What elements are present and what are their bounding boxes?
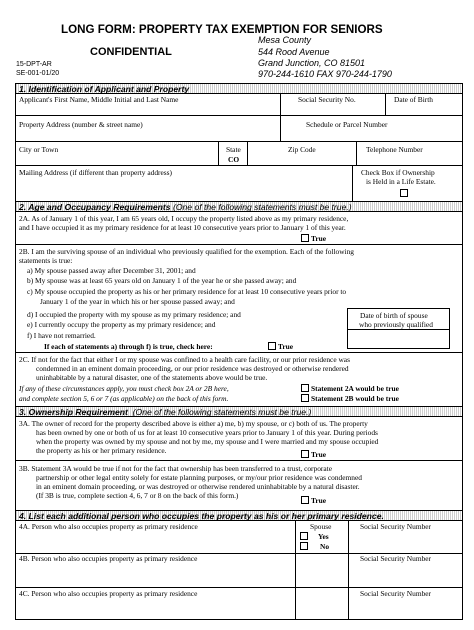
section-2-title: 2. Age and Occupancy Requirements bbox=[19, 202, 171, 212]
statement-2b-d: d) I occupied the property with my spouse as my primary residence; and bbox=[27, 310, 241, 319]
property-address-label: Property Address (number & street name) bbox=[19, 120, 143, 129]
telephone-label: Telephone Number bbox=[366, 145, 423, 154]
life-estate-checkbox[interactable] bbox=[400, 189, 408, 197]
ssn-label: Social Security No. bbox=[298, 95, 356, 104]
divider bbox=[352, 165, 353, 201]
person-4a-yes-label: Yes bbox=[318, 532, 329, 541]
spouse-dob-label-line1: Date of birth of spouse bbox=[360, 311, 428, 320]
section-2-subtitle: (One of the following statements must be true.) bbox=[172, 202, 352, 212]
mailing-address-field[interactable] bbox=[16, 178, 351, 200]
person-4a-ssn-label: Social Security Number bbox=[360, 522, 432, 531]
statement-2c-line4: If any of these circumstances apply, you must check box 2A or 2B here, bbox=[19, 384, 229, 393]
section-3-subtitle: (One of the following statements must be true.) bbox=[132, 407, 312, 417]
schedule-number-field[interactable] bbox=[281, 129, 462, 140]
section-3-heading bbox=[15, 406, 463, 417]
section-4-title: 4. List each additional person who occupies the property as his or her primary residence. bbox=[19, 511, 384, 521]
statement-2b-would-be-true-checkbox[interactable] bbox=[301, 394, 309, 402]
form-title: LONG FORM: PROPERTY TAX EXEMPTION FOR SENIORS bbox=[61, 23, 383, 36]
state-value: CO bbox=[228, 155, 240, 164]
zip-field[interactable] bbox=[248, 154, 355, 164]
statement-2b-line1: 2B. I am the surviving spouse of an individual who previously qualified for the exemption. Each of the following bbox=[19, 247, 354, 256]
statement-3b-true-label: True bbox=[311, 496, 327, 505]
statement-3a-true-label: True bbox=[311, 450, 327, 459]
person-4c-ssn-field[interactable] bbox=[349, 599, 462, 619]
person-4b-label: 4B. Person who also occupies property as primary residence bbox=[19, 554, 198, 563]
form-number: 15-DPT-AR bbox=[16, 61, 52, 68]
statement-3a-line4: the property as his or her primary residence. bbox=[36, 446, 167, 455]
confidential-label: CONFIDENTIAL bbox=[90, 46, 172, 58]
divider bbox=[15, 244, 463, 245]
date-of-birth-field[interactable] bbox=[386, 104, 462, 114]
statement-2c-line5: and complete section 5, 6 or 7 (as applicable) on the back of this form. bbox=[19, 394, 229, 403]
statement-2b-line2: statements is true: bbox=[19, 256, 73, 265]
mailing-address-label: Mailing Address (if different than property address) bbox=[19, 168, 172, 177]
person-4c-name-field[interactable] bbox=[16, 599, 294, 619]
person-4c-label: 4C. Person who also occupies property as primary residence bbox=[19, 589, 198, 598]
person-4a-spouse-no-checkbox[interactable] bbox=[300, 542, 308, 550]
section-1-title: 1. Identification of Applicant and Property bbox=[19, 84, 190, 94]
statement-2a-line2: and I have occupied it as my primary residence for at least 10 consecutive years prior to January 1 of this year. bbox=[19, 223, 346, 232]
divider bbox=[218, 141, 219, 165]
statement-2c-line1: 2C. If not for the fact that either I or my spouse was confined to a health care facility, or our prior residence was bbox=[19, 355, 350, 364]
life-estate-label-line1: Check Box if Ownership bbox=[361, 168, 435, 177]
spouse-dob-field[interactable] bbox=[348, 330, 449, 348]
section-2-heading bbox=[15, 201, 463, 212]
statement-2a-true-checkbox[interactable] bbox=[301, 234, 309, 242]
statement-3a-line1: 3A. The owner of record for the property described above is either a) me, b) my spouse, or c) both of us. The property bbox=[19, 419, 368, 428]
statement-3a-line2: has been owned by one or both of us for at least 10 consecutive years prior to January 1 of this year. During periods bbox=[36, 428, 378, 437]
person-4b-name-field[interactable] bbox=[16, 564, 294, 586]
divider bbox=[15, 115, 463, 116]
city-label: City or Town bbox=[19, 145, 59, 154]
section-3-title: 3. Ownership Requirement bbox=[19, 407, 128, 417]
city-field[interactable] bbox=[16, 154, 217, 164]
statement-2b-c-line2: January 1 of the year in which his or her spouse passed away; and bbox=[40, 297, 235, 306]
divider bbox=[15, 352, 463, 353]
applicant-name-field[interactable] bbox=[16, 104, 279, 114]
statement-2a-line1: 2A. As of January 1 of this year, I am 65 years old, I occupy the property listed above as my primary residence, bbox=[19, 214, 349, 223]
statement-3a-line3: when the property was owned by my spouse and not by me, my spouse and I were married and my spouse occupied bbox=[36, 437, 379, 446]
divider bbox=[15, 165, 463, 166]
statement-3b-line2: partnership or other legal entity solely for estate planning purposes, or my/our prior residence was condemned bbox=[36, 473, 362, 482]
section-4-heading bbox=[15, 510, 463, 521]
zip-label: Zip Code bbox=[288, 145, 316, 154]
person-4b-ssn-field[interactable] bbox=[349, 564, 462, 586]
telephone-field[interactable] bbox=[357, 154, 462, 164]
county-phone: 970-244-1610 FAX 970-244-1790 bbox=[258, 69, 392, 79]
divider bbox=[15, 460, 463, 461]
person-4a-label: 4A. Person who also occupies property as primary residence bbox=[19, 522, 198, 531]
statement-2c-line3: uninhabitable by a natural disaster, one of the statements above would be true. bbox=[36, 373, 268, 382]
divider bbox=[15, 587, 463, 588]
applicant-name-label: Applicant's First Name, Middle Initial and Last Name bbox=[19, 95, 179, 104]
statement-2a-would-be-true-checkbox[interactable] bbox=[301, 384, 309, 392]
statement-3a-true-checkbox[interactable] bbox=[301, 450, 309, 458]
county-address-city: Grand Junction, CO 81501 bbox=[258, 58, 366, 68]
person-4a-name-field[interactable] bbox=[16, 532, 294, 552]
state-label: State bbox=[226, 145, 241, 154]
statement-3b-true-checkbox[interactable] bbox=[301, 496, 309, 504]
person-4c-spouse-field[interactable] bbox=[296, 589, 347, 619]
person-4b-spouse-field[interactable] bbox=[296, 554, 347, 586]
statement-2b-a: a) My spouse passed away after December 31, 2001; and bbox=[27, 266, 196, 275]
person-4a-no-label: No bbox=[320, 542, 330, 551]
statement-2c-line2: condemned in an eminent domain proceeding, or our prior residence was destroyed or otherwise rendered bbox=[36, 364, 349, 373]
statement-2b-e: e) I currently occupy the property as my primary residence; and bbox=[27, 320, 216, 329]
person-4c-ssn-label: Social Security Number bbox=[360, 589, 432, 598]
statement-2b-check-prompt: If each of statements a) through f) is true, check here: bbox=[44, 342, 213, 351]
section-1-heading bbox=[15, 83, 463, 94]
statement-3b-line3: in an eminent domain proceeding, or was destroyed or otherwise rendered uninhabitable by a natural disaster. bbox=[36, 482, 360, 491]
statement-3b-line1: 3B. Statement 3A would be true if not for the fact that ownership has been transferred to a trust, corporate bbox=[19, 464, 332, 473]
person-4a-ssn-field[interactable] bbox=[349, 532, 462, 552]
statement-2b-f: f) I have not remarried. bbox=[27, 331, 96, 340]
property-address-field[interactable] bbox=[16, 129, 279, 140]
county-name: Mesa County bbox=[258, 35, 312, 45]
statement-2b-b: b) My spouse was at least 65 years old on January 1 of the year he or she passed away; and bbox=[27, 276, 297, 285]
statement-2a-true-label: True bbox=[311, 234, 327, 243]
form-revision: SE-001-01/20 bbox=[16, 70, 60, 77]
date-of-birth-label: Date of Birth bbox=[394, 95, 433, 104]
ssn-field[interactable] bbox=[281, 104, 384, 114]
schedule-number-label: Schedule or Parcel Number bbox=[306, 120, 388, 129]
person-4a-spouse-yes-checkbox[interactable] bbox=[300, 532, 308, 540]
person-4b-ssn-label: Social Security Number bbox=[360, 554, 432, 563]
statement-2a-would-be-true-label: Statement 2A would be true bbox=[311, 384, 399, 393]
county-address-street: 544 Rood Avenue bbox=[258, 47, 330, 57]
life-estate-label-line2: is Held in a Life Estate. bbox=[366, 177, 436, 186]
statement-2b-would-be-true-label: Statement 2B would be true bbox=[311, 394, 399, 403]
divider bbox=[15, 141, 463, 142]
person-4a-spouse-label: Spouse bbox=[310, 522, 332, 531]
spouse-dob-label-line2: who previously qualified bbox=[359, 320, 433, 329]
statement-2b-true-checkbox[interactable] bbox=[268, 342, 276, 350]
statement-2b-true-label: True bbox=[278, 342, 294, 351]
statement-2b-c-line1: c) My spouse occupied the property as his or her primary residence for at least 10 consecutive years prior to bbox=[27, 287, 347, 296]
statement-3b-line4: (If 3B is true, complete section 4, 6, 7 or 8 on the back of this form.) bbox=[36, 491, 239, 500]
